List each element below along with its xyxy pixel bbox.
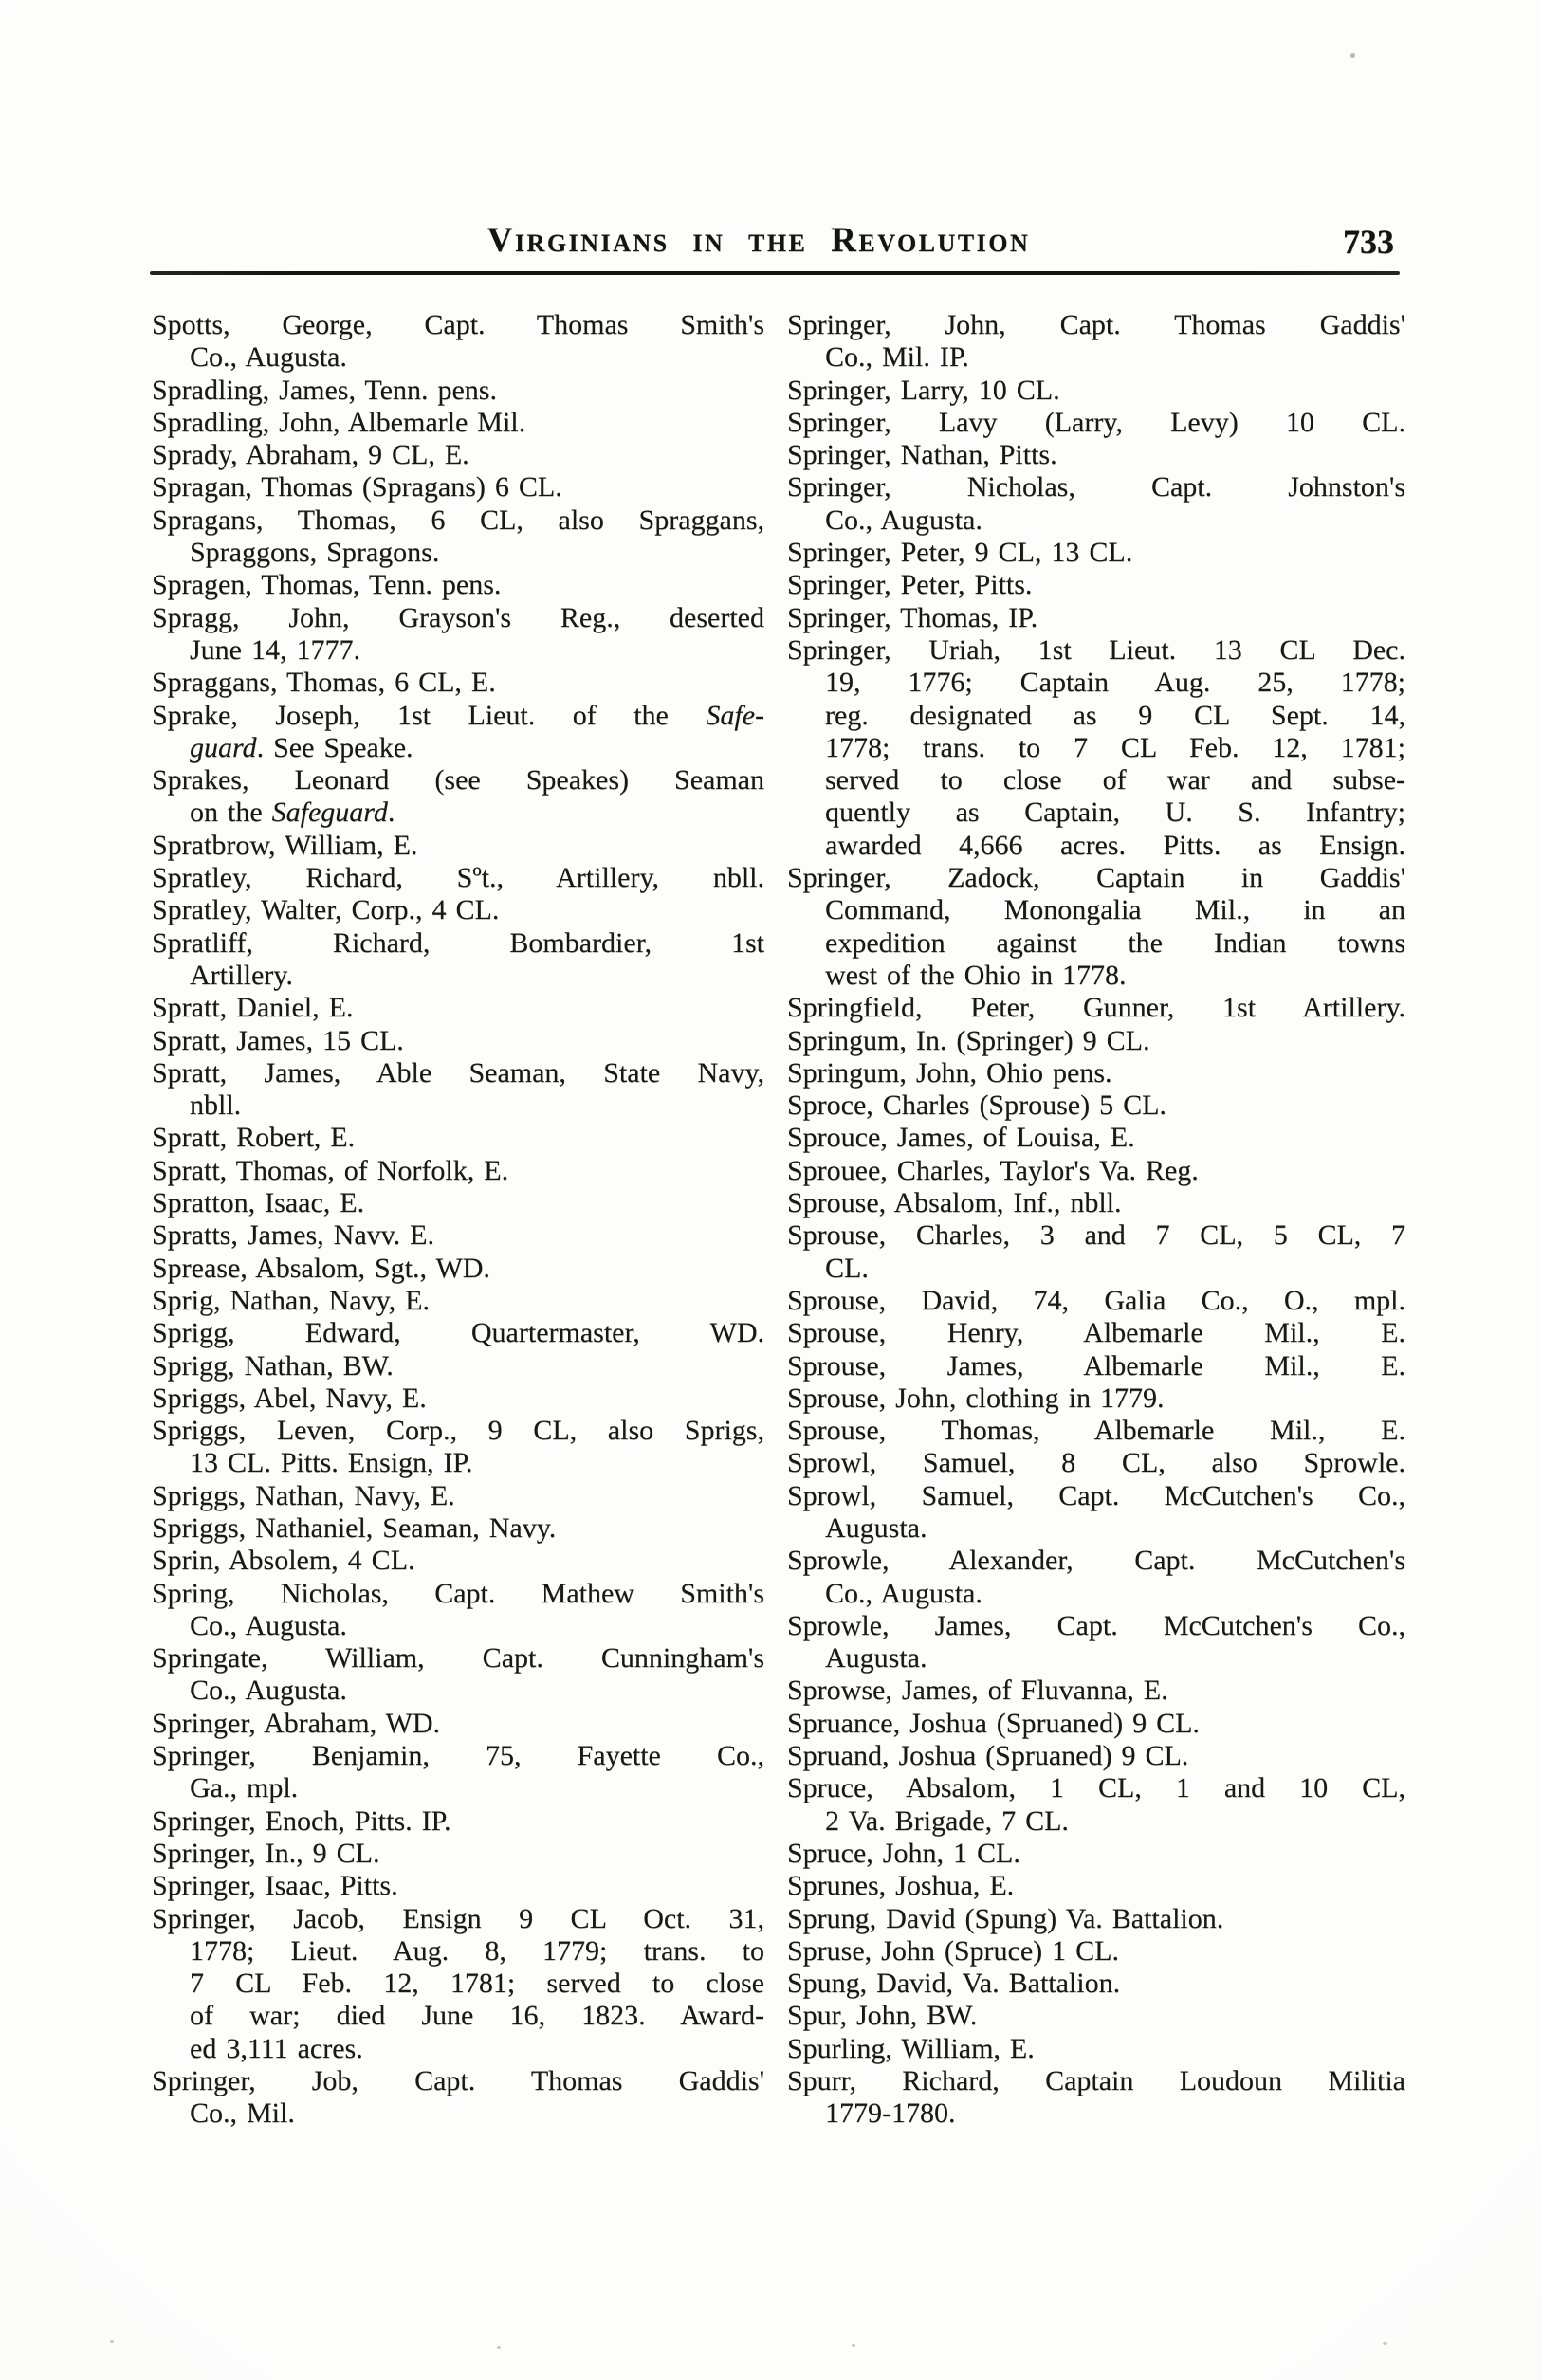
entry-line: Spruance, Joshua (Spruaned) 9 CL.: [787, 1707, 1200, 1739]
entry-line: Ga., mpl.: [190, 1772, 299, 1804]
entry-line: Spriggs, Abel, Navy, E.: [152, 1382, 427, 1414]
entry-line: Spung, David, Va. Battalion.: [787, 1968, 1121, 2000]
entry-line: 1778; trans. to 7 CL Feb. 12, 1781;: [825, 731, 1405, 763]
entry-line: Co., Mil. IP.: [825, 341, 969, 374]
entry-line: Sprouse, Thomas, Albemarle Mil., E.: [787, 1415, 1405, 1447]
entry-line: Springer, Zadock, Captain in Gaddis': [787, 862, 1405, 894]
entry-line: Springer, Thomas, IP.: [787, 601, 1038, 633]
entry-line: Sprowle, James, Capt. McCutchen's Co.,: [787, 1609, 1405, 1641]
entry-line: guard. See Speake.: [190, 731, 413, 763]
entry-line: Spriggs, Nathan, Navy, E.: [152, 1479, 455, 1511]
entry-line: Sprouce, James, of Louisa, E.: [787, 1122, 1135, 1154]
entry-line: Spratt, Robert, E.: [152, 1122, 356, 1154]
entry-line: Command, Monongalia Mil., in an: [825, 894, 1405, 926]
entry-line: 2 Va. Brigade, 7 CL.: [825, 1804, 1069, 1837]
entry-line: Spratley, Walter, Corp., 4 CL.: [152, 894, 500, 926]
entry-line: Sprowl, Samuel, Capt. McCutchen's Co.,: [787, 1479, 1405, 1511]
entry-line: Sprung, David (Spung) Va. Battalion.: [787, 1902, 1224, 1934]
entry-line: Co., Augusta.: [825, 1577, 982, 1609]
entry-line: Springer, Lavy (Larry, Levy) 10 CL.: [787, 406, 1405, 438]
left-column: [152, 309, 764, 2131]
entry-line: Springer, Benjamin, 75, Fayette Co.,: [152, 1740, 764, 1772]
entry-line: Sprig, Nathan, Navy, E.: [152, 1284, 430, 1316]
entry-line: Sproce, Charles (Sprouse) 5 CL.: [787, 1089, 1166, 1122]
entry-line: Artillery.: [190, 959, 293, 991]
entry-line: Spriggs, Leven, Corp., 9 CL, also Sprigs,: [152, 1415, 764, 1447]
entry-line: of war; died June 16, 1823. Award-: [190, 2000, 764, 2032]
entry-line: nbll.: [190, 1089, 242, 1122]
entry-line: Spragen, Thomas, Tenn. pens.: [152, 569, 502, 601]
entry-line: June 14, 1777.: [190, 633, 360, 666]
entry-line: Springer, Uriah, 1st Lieut. 13 CL Dec.: [787, 633, 1405, 666]
entry-line: Springer, Isaac, Pitts.: [152, 1870, 398, 1902]
entry-line: Sprouee, Charles, Taylor's Va. Reg.: [787, 1154, 1199, 1186]
entry-line: Spruand, Joshua (Spruaned) 9 CL.: [787, 1740, 1189, 1772]
entry-line: Spruce, John, 1 CL.: [787, 1837, 1020, 1869]
entry-line: Spratt, James, 15 CL.: [152, 1024, 404, 1056]
entry-line: Spotts, George, Capt. Thomas Smith's: [152, 309, 764, 340]
entry-line: Co., Augusta.: [190, 1609, 347, 1641]
entry-line: Sprouse, James, Albemarle Mil., E.: [787, 1349, 1405, 1382]
entry-line: Spring, Nicholas, Capt. Mathew Smith's: [152, 1577, 764, 1609]
entry-line: Sprady, Abraham, 9 CL, E.: [152, 439, 469, 471]
entry-line: Spurling, William, E.: [787, 2032, 1035, 2064]
entry-line: on the Safeguard.: [190, 796, 395, 829]
entry-line: Sprigg, Nathan, BW.: [152, 1349, 394, 1382]
entry-line: Sprowse, James, of Fluvanna, E.: [787, 1675, 1168, 1707]
running-head: [152, 220, 1400, 264]
entry-line: Springer, Peter, Pitts.: [787, 569, 1033, 601]
entry-line: Spragg, John, Grayson's Reg., deserted: [152, 601, 764, 633]
entry-line: Springer, Larry, 10 CL.: [787, 374, 1060, 406]
entry-line: Springer, In., 9 CL.: [152, 1837, 380, 1869]
entry-line: Sprigg, Edward, Quartermaster, WD.: [152, 1317, 764, 1349]
entry-line: expedition against the Indian towns: [825, 926, 1405, 959]
entry-line: Spratton, Isaac, E.: [152, 1187, 365, 1219]
entry-line: Spradling, James, Tenn. pens.: [152, 374, 497, 406]
entry-line: Sprin, Absolem, 4 CL.: [152, 1545, 415, 1577]
entry-line: Spur, John, BW.: [787, 2000, 978, 2032]
entry-line: Springum, In. (Springer) 9 CL.: [787, 1024, 1150, 1056]
entry-line: Sprouse, David, 74, Galia Co., O., mpl.: [787, 1284, 1405, 1316]
page-number: 733: [1343, 223, 1394, 261]
entry-line: 1778; Lieut. Aug. 8, 1779; trans. to: [190, 1934, 764, 1967]
entry-line: reg. designated as 9 CL Sept. 14,: [825, 699, 1405, 731]
entry-line: CL.: [825, 1252, 869, 1284]
entry-line: Sprunes, Joshua, E.: [787, 1870, 1015, 1902]
entry-line: Springer, Enoch, Pitts. IP.: [152, 1804, 451, 1837]
entry-line: Springer, Nathan, Pitts.: [787, 439, 1057, 471]
entry-line: 19, 1776; Captain Aug. 25, 1778;: [825, 667, 1405, 699]
entry-line: Spraggons, Spragons.: [190, 537, 440, 569]
entry-line: Spradling, John, Albemarle Mil.: [152, 406, 526, 438]
entry-line: Spriggs, Nathaniel, Seaman, Navy.: [152, 1511, 557, 1544]
entry-line: Sprake, Joseph, 1st Lieut. of the Safe-: [152, 699, 764, 731]
entry-line: Co., Augusta.: [190, 341, 347, 374]
entry-line: Spratbrow, William, E.: [152, 829, 418, 861]
entry-line: Springum, John, Ohio pens.: [787, 1056, 1112, 1089]
entry-line: Spratt, James, Able Seaman, State Navy,: [152, 1056, 764, 1089]
entry-line: Springer, John, Capt. Thomas Gaddis': [787, 309, 1405, 340]
entry-line: 13 CL. Pitts. Ensign, IP.: [190, 1447, 473, 1479]
entry-line: Springer, Job, Capt. Thomas Gaddis': [152, 2065, 764, 2097]
entry-line: Sprakes, Leonard (see Speakes) Seaman: [152, 764, 764, 796]
scan-speck: [497, 2346, 501, 2349]
entry-line: quently as Captain, U. S. Infantry;: [825, 796, 1405, 829]
entry-line: 1779-1780.: [825, 2097, 956, 2130]
entry-line: Spratliff, Richard, Bombardier, 1st: [152, 926, 764, 959]
entry-line: Spurr, Richard, Captain Loudoun Militia: [787, 2065, 1405, 2097]
text-block: [152, 309, 1405, 2131]
entry-line: served to close of war and subse-: [825, 764, 1405, 796]
entry-line: Spruse, John (Spruce) 1 CL.: [787, 1934, 1119, 1967]
entry-line: Spraggans, Thomas, 6 CL, E.: [152, 667, 496, 699]
entry-line: Sprowl, Samuel, 8 CL, also Sprowle.: [787, 1447, 1405, 1479]
entry-line: Augusta.: [825, 1642, 927, 1675]
entry-line: Sprouse, Absalom, Inf., nbll.: [787, 1187, 1122, 1219]
right-column: [787, 309, 1405, 2131]
entry-line: Co., Augusta.: [825, 503, 982, 536]
entry-line: Spratts, James, Navv. E.: [152, 1219, 435, 1252]
entry-line: Springer, Jacob, Ensign 9 CL Oct. 31,: [152, 1902, 764, 1934]
entry-line: Springer, Nicholas, Capt. Johnston's: [787, 471, 1405, 503]
scan-speck: [1350, 53, 1355, 58]
scan-speck: [110, 2340, 114, 2343]
entry-line: Springfield, Peter, Gunner, 1st Artillery.: [787, 992, 1405, 1024]
entry-line: Sprease, Absalom, Sgt., WD.: [152, 1252, 490, 1284]
entry-line: Springate, William, Capt. Cunningham's: [152, 1642, 764, 1675]
entry-line: Co., Augusta.: [190, 1675, 347, 1707]
entry-line: Co., Mil.: [190, 2097, 295, 2130]
entry-line: Sprowle, Alexander, Capt. McCutchen's: [787, 1545, 1405, 1577]
scan-speck: [852, 2344, 855, 2347]
entry-line: Sprouse, John, clothing in 1779.: [787, 1382, 1165, 1414]
entry-line: Spruce, Absalom, 1 CL, 1 and 10 CL,: [787, 1772, 1405, 1804]
scan-speck: [1383, 2342, 1387, 2345]
entry-line: awarded 4,666 acres. Pitts. as Ensign.: [825, 829, 1405, 861]
entry-line: Spratt, Thomas, of Norfolk, E.: [152, 1154, 509, 1186]
entry-line: Springer, Abraham, WD.: [152, 1707, 441, 1739]
entry-line: Spratt, Daniel, E.: [152, 992, 354, 1024]
entry-line: Spragans, Thomas, 6 CL, also Spraggans,: [152, 503, 764, 536]
entry-line: Sprouse, Charles, 3 and 7 CL, 5 CL, 7: [787, 1219, 1405, 1252]
entry-line: Augusta.: [825, 1511, 927, 1544]
page-title: Virginians in the Revolution: [486, 221, 1031, 260]
entry-line: west of the Ohio in 1778.: [825, 959, 1127, 991]
entry-line: Spratley, Richard, Sºt., Artillery, nbll.: [152, 862, 764, 894]
entry-line: Springer, Peter, 9 CL, 13 CL.: [787, 537, 1133, 569]
header-rule: [150, 271, 1400, 275]
entry-line: ed 3,111 acres.: [190, 2032, 363, 2064]
entry-line: Spragan, Thomas (Spragans) 6 CL.: [152, 471, 562, 503]
entry-line: Sprouse, Henry, Albemarle Mil., E.: [787, 1317, 1405, 1349]
entry-line: 7 CL Feb. 12, 1781; served to close: [190, 1968, 764, 2000]
